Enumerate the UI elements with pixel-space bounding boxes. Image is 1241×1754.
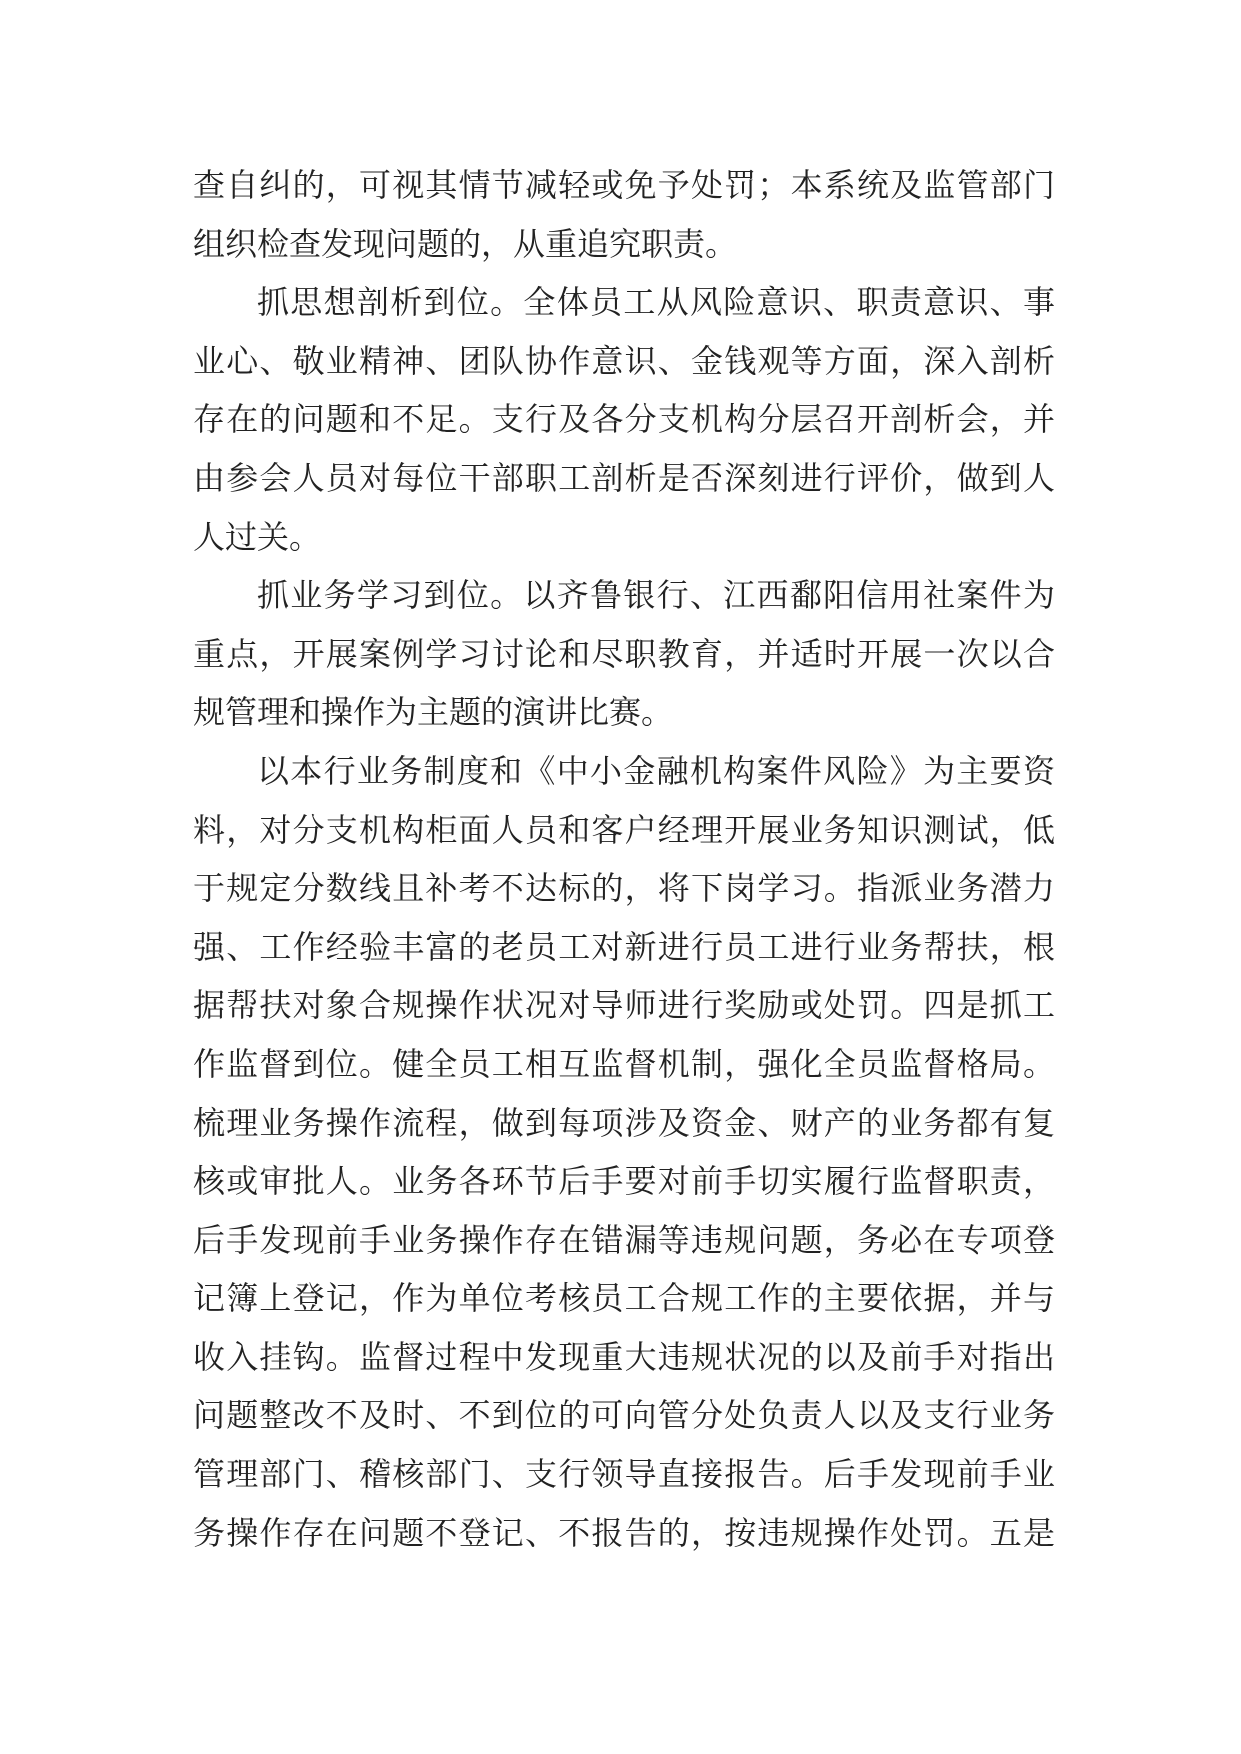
text-line: 组织检查发现问题的，从重追究职责。 [193, 224, 738, 263]
text-line: 务操作存在问题不登记、不报告的，按违规操作处罚。五是 [193, 1513, 1055, 1552]
text-line: 于规定分数线且补考不达标的，将下岗学习。指派业务潜力 [193, 869, 1055, 908]
text-line: 重点，开展案例学习讨论和尽职教育，并适时开展一次以合 [193, 634, 1055, 673]
text-line: 据帮扶对象合规操作状况对导师进行奖励或处罚。四是抓工 [193, 986, 1055, 1025]
text-line: 梳理业务操作流程，做到每项涉及资金、财产的业务都有复 [193, 1103, 1055, 1142]
text-line: 查自纠的，可视其情节减轻或免予处罚；本系统及监管部门 [193, 166, 1055, 204]
text-line: 人过关。 [193, 517, 322, 556]
text-line: 以本行业务制度和《中小金融机构案件风险》为主要资 [257, 751, 1055, 790]
text-line: 由参会人员对每位干部职工剖析是否深刻进行评价，做到人 [193, 458, 1055, 497]
text-line: 收入挂钩。监督过程中发现重大违规状况的以及前手对指出 [193, 1337, 1055, 1376]
body-text [193, 156, 1055, 1562]
text-line: 强、工作经验丰富的老员工对新进行员工进行业务帮扶，根 [193, 927, 1055, 966]
text-line: 料，对分支机构柜面人员和客户经理开展业务知识测试，低 [193, 810, 1055, 849]
text-line: 抓业务学习到位。以齐鲁银行、江西鄱阳信用社案件为 [257, 576, 1055, 615]
text-line: 管理部门、稽核部门、支行领导直接报告。后手发现前手业 [193, 1455, 1055, 1494]
text-line: 存在的问题和不足。支行及各分支机构分层召开剖析会，并 [193, 400, 1055, 439]
text-line: 作监督到位。健全员工相互监督机制，强化全员监督格局。 [193, 1044, 1055, 1083]
text-line: 记簿上登记，作为单位考核员工合规工作的主要依据，并与 [193, 1279, 1055, 1318]
text-line: 规管理和操作为主题的演讲比赛。 [193, 693, 674, 732]
text-line: 后手发现前手业务操作存在错漏等违规问题，务必在专项登 [193, 1220, 1055, 1259]
text-line: 抓思想剖析到位。全体员工从风险意识、职责意识、事 [257, 283, 1055, 322]
text-line: 业心、敬业精神、团队协作意识、金钱观等方面，深入剖析 [193, 341, 1055, 380]
text-line: 核或审批人。业务各环节后手要对前手切实履行监督职责， [193, 1162, 1055, 1201]
text-line: 问题整改不及时、不到位的可向管分处负责人以及支行业务 [193, 1396, 1055, 1435]
